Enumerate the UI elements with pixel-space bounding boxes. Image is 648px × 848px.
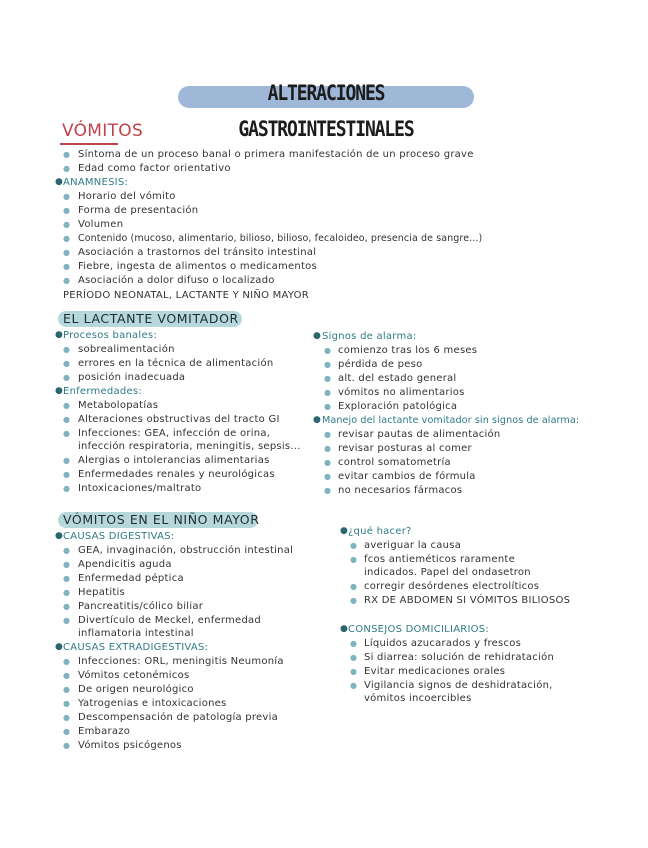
subheading-extradigestivas: CAUSAS EXTRADIGESTIVAS: bbox=[63, 642, 209, 653]
bullet-icon: ● bbox=[63, 588, 70, 597]
bullet-icon: ● bbox=[63, 192, 70, 201]
bullet-icon: ● bbox=[63, 206, 70, 215]
bullet-icon: ● bbox=[63, 671, 70, 680]
bullet-icon: ● bbox=[313, 415, 321, 425]
subheading-que-hacer: ¿qué hacer? bbox=[348, 526, 412, 537]
list-item: Síntoma de un proceso banal o primera manifestación de un proceso grave bbox=[78, 149, 474, 160]
page-title: ALTERACIONES GASTROINTESTINALES bbox=[238, 80, 414, 142]
bullet-icon: ● bbox=[324, 486, 331, 495]
list-item: De origen neurológico bbox=[78, 684, 194, 695]
list-item: corregir desórdenes electrolíticos bbox=[364, 581, 540, 592]
list-item: control somatometría bbox=[338, 457, 451, 468]
list-item: Asociación a dolor difuso o localizado bbox=[78, 275, 275, 286]
bullet-icon: ● bbox=[63, 685, 70, 694]
bullet-icon: ● bbox=[63, 470, 70, 479]
bullet-icon: ● bbox=[324, 430, 331, 439]
list-item: Forma de presentación bbox=[78, 205, 199, 216]
subheading-enfermedades: Enfermedades: bbox=[63, 386, 142, 397]
list-item: revisar posturas al comer bbox=[338, 443, 472, 454]
vomitos-heading: VÓMITOS bbox=[62, 121, 144, 141]
bullet-icon: ● bbox=[324, 374, 331, 383]
bullet-icon: ● bbox=[63, 220, 70, 229]
list-item: Yatrogenias e intoxicaciones bbox=[78, 698, 227, 709]
bullet-icon: ● bbox=[55, 531, 63, 541]
bullet-icon: ● bbox=[63, 248, 70, 257]
list-item: Alteraciones obstructivas del tracto GI bbox=[78, 414, 280, 425]
bullet-icon: ● bbox=[63, 359, 70, 368]
list-item: posición inadecuada bbox=[78, 372, 186, 383]
list-item: Pancreatitis/cólico biliar bbox=[78, 601, 204, 612]
bullet-icon: ● bbox=[324, 360, 331, 369]
list-item: Infecciones: GEA, infección de orina, infección respiratoria, meningitis, sepsis... bbox=[78, 428, 301, 452]
subheading-anamnesis: ANAMNESIS: bbox=[63, 177, 129, 188]
bullet-icon: ● bbox=[63, 345, 70, 354]
bullet-icon: ● bbox=[55, 177, 63, 187]
bullet-icon: ● bbox=[63, 262, 70, 271]
bullet-icon: ● bbox=[63, 657, 70, 666]
subheading-digestivas: CAUSAS DIGESTIVAS: bbox=[63, 531, 175, 542]
list-item: Apendicitis aguda bbox=[78, 559, 172, 570]
bullet-icon: ● bbox=[340, 624, 348, 634]
list-item: Enfermedad péptica bbox=[78, 573, 184, 584]
list-item: fcos antieméticos raramente indicados. Papel del ondasetron bbox=[364, 554, 531, 578]
list-item: Infecciones: ORL, meningitis Neumonía bbox=[78, 656, 284, 667]
list-item: no necesarios fármacos bbox=[338, 485, 463, 496]
bullet-icon: ● bbox=[350, 653, 357, 662]
bullet-icon: ● bbox=[63, 560, 70, 569]
list-item: Exploración patológica bbox=[338, 401, 458, 412]
list-item: Hepatitis bbox=[78, 587, 126, 598]
list-item: Líquidos azucarados y frescos bbox=[364, 638, 522, 649]
list-item: alt. del estado general bbox=[338, 373, 457, 384]
list-item: Horario del vómito bbox=[78, 191, 176, 202]
bullet-icon: ● bbox=[350, 681, 357, 690]
bullet-icon: ● bbox=[63, 234, 70, 243]
bullet-icon: ● bbox=[324, 346, 331, 355]
bullet-icon: ● bbox=[63, 415, 70, 424]
bullet-icon: ● bbox=[63, 456, 70, 465]
list-item: sobrealimentación bbox=[78, 344, 175, 355]
bullet-icon: ● bbox=[340, 526, 348, 536]
list-item: Embarazo bbox=[78, 726, 131, 737]
subheading-consejos: CONSEJOS DOMICILIARIOS: bbox=[348, 624, 490, 635]
bullet-icon: ● bbox=[63, 150, 70, 159]
list-item: Alergias o intolerancias alimentarias bbox=[78, 455, 270, 466]
lactante-heading: EL LACTANTE VOMITADOR bbox=[63, 311, 239, 326]
bullet-icon: ● bbox=[63, 276, 70, 285]
bullet-icon: ● bbox=[63, 741, 70, 750]
list-item: revisar pautas de alimentación bbox=[338, 429, 501, 440]
list-item: Volumen bbox=[78, 219, 124, 230]
bullet-icon: ● bbox=[350, 639, 357, 648]
list-item: Evitar medicaciones orales bbox=[364, 666, 506, 677]
bullet-icon: ● bbox=[63, 602, 70, 611]
bullet-icon: ● bbox=[313, 331, 321, 341]
list-item: evitar cambios de fórmula bbox=[338, 471, 476, 482]
bullet-icon: ● bbox=[350, 667, 357, 676]
bullet-icon: ● bbox=[324, 444, 331, 453]
list-item: Si diarrea: solución de rehidratación bbox=[364, 652, 555, 663]
bullet-icon: ● bbox=[63, 616, 70, 625]
list-item: Divertículo de Meckel, enfermedad inflamatoria intestinal bbox=[78, 615, 262, 639]
list-item: pérdida de peso bbox=[338, 359, 423, 370]
list-item: averiguar la causa bbox=[364, 540, 462, 551]
list-item: RX DE ABDOMEN SI VÓMITOS BILIOSOS bbox=[364, 595, 571, 606]
list-item: GEA, invaginación, obstrucción intestinal bbox=[78, 545, 294, 556]
bullet-icon: ● bbox=[63, 164, 70, 173]
bullet-icon: ● bbox=[63, 574, 70, 583]
bullet-icon: ● bbox=[63, 484, 70, 493]
subheading-manejo: Manejo del lactante vomitador sin signos de alarma: bbox=[322, 415, 580, 426]
bullet-icon: ● bbox=[63, 713, 70, 722]
subheading-signos: Signos de alarma: bbox=[322, 331, 417, 342]
list-item: Metabolopatías bbox=[78, 400, 159, 411]
bullet-icon: ● bbox=[63, 727, 70, 736]
bullet-icon: ● bbox=[350, 582, 357, 591]
bullet-icon: ● bbox=[350, 555, 357, 564]
periodos-text: PERÍODO NEONATAL, LACTANTE Y NIÑO MAYOR bbox=[63, 290, 309, 301]
list-item: Intoxicaciones/maltrato bbox=[78, 483, 202, 494]
list-item: errores en la técnica de alimentación bbox=[78, 358, 274, 369]
subheading-procesos: Procesos banales: bbox=[63, 330, 157, 341]
list-item: Vómitos cetonémicos bbox=[78, 670, 190, 681]
list-item: Vigilancia signos de deshidratación, vómitos incoercibles bbox=[364, 680, 553, 704]
list-item: comienzo tras los 6 meses bbox=[338, 345, 478, 356]
vomitos-underline bbox=[60, 143, 118, 145]
bullet-icon: ● bbox=[324, 472, 331, 481]
nino-heading: VÓMITOS EN EL NIÑO MAYOR bbox=[63, 512, 260, 527]
list-item: Asociación a trastornos del tránsito intestinal bbox=[78, 247, 317, 258]
list-item: Vómitos psicógenos bbox=[78, 740, 182, 751]
list-item: vómitos no alimentarios bbox=[338, 387, 465, 398]
list-item: Descompensación de patología previa bbox=[78, 712, 278, 723]
bullet-icon: ● bbox=[324, 402, 331, 411]
bullet-icon: ● bbox=[55, 386, 63, 396]
list-item: Fiebre, ingesta de alimentos o medicamentos bbox=[78, 261, 317, 272]
bullet-icon: ● bbox=[63, 373, 70, 382]
bullet-icon: ● bbox=[324, 458, 331, 467]
bullet-icon: ● bbox=[63, 429, 70, 438]
bullet-icon: ● bbox=[63, 546, 70, 555]
bullet-icon: ● bbox=[55, 642, 63, 652]
list-item: Contenido (mucoso, alimentario, bilioso, bilioso, fecaloideo, presencia de sangre...) bbox=[78, 233, 483, 244]
bullet-icon: ● bbox=[350, 596, 357, 605]
list-item: Edad como factor orientativo bbox=[78, 163, 231, 174]
title-block bbox=[178, 80, 474, 142]
bullet-icon: ● bbox=[55, 330, 63, 340]
bullet-icon: ● bbox=[324, 388, 331, 397]
bullet-icon: ● bbox=[63, 699, 70, 708]
list-item: Enfermedades renales y neurológicas bbox=[78, 469, 275, 480]
bullet-icon: ● bbox=[350, 541, 357, 550]
bullet-icon: ● bbox=[63, 401, 70, 410]
